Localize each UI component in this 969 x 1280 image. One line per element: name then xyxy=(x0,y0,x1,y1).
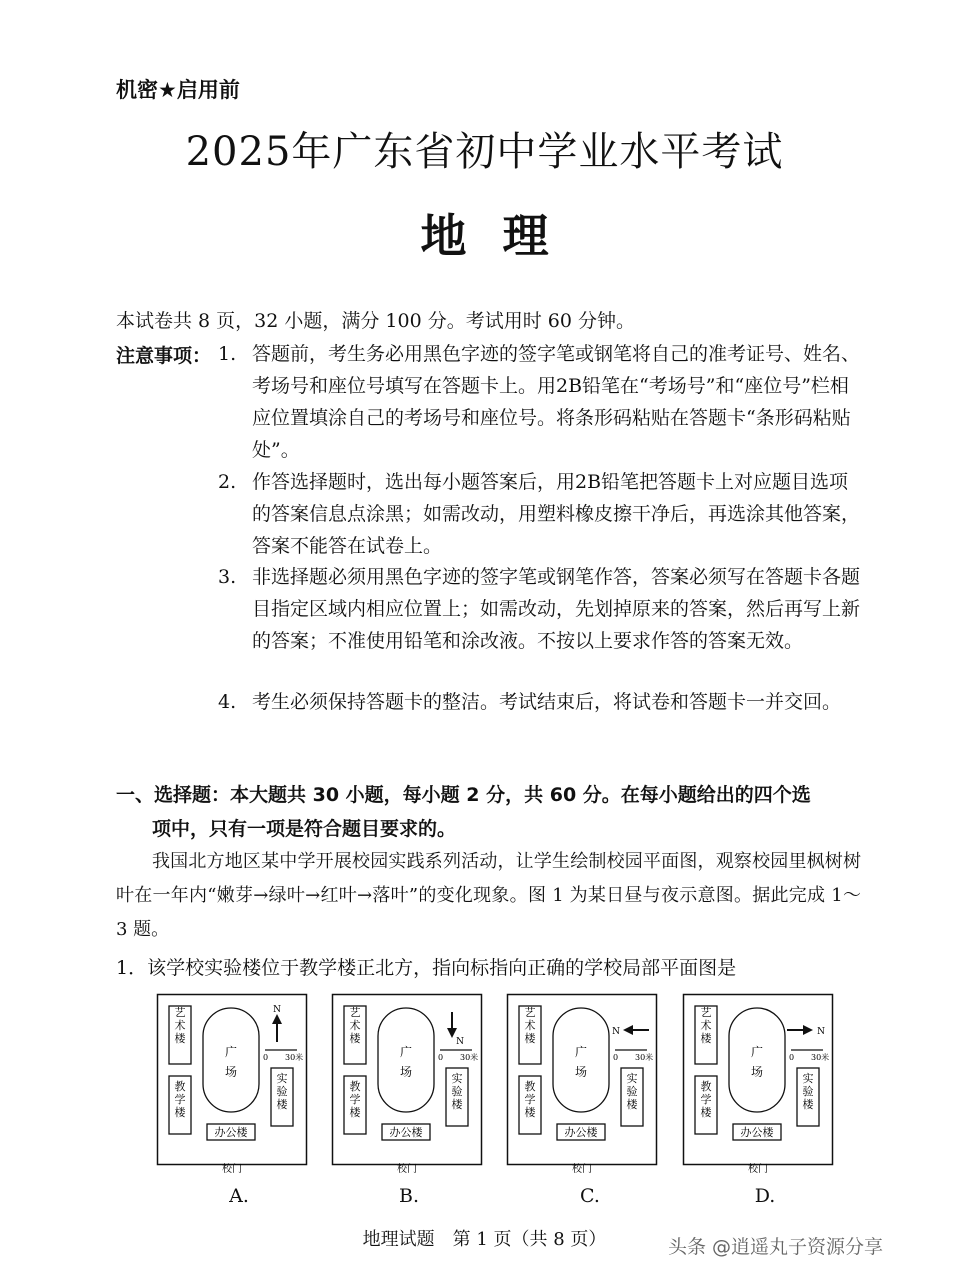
notice-item-text: 非选择题必须用黑色字迹的签字笔或钢笔作答，答案必须写在答题卡各题目指定区域内相应位置上；如需改动，先划掉原来的答案，然后再写上新的答案；不准使用铅笔和涂改液。不按以上要求作答的答案无效。 xyxy=(252,566,861,652)
office-building-label: 办公楼 xyxy=(389,1126,423,1139)
notice-item-number: 2. xyxy=(218,471,237,493)
page-footer: 地理试题 第 1 页（共 8 页） xyxy=(362,1229,607,1250)
option-label-b: B. xyxy=(398,1185,419,1207)
watermark: 头条 @逍遥丸子资源分享 xyxy=(668,1236,884,1258)
scale-zero: 0 xyxy=(263,1053,269,1062)
campus-map xyxy=(332,994,482,1175)
notice-item xyxy=(218,686,868,752)
notice-item-number: 4. xyxy=(218,691,237,713)
lab-building-label: 实验楼 xyxy=(276,1072,288,1111)
confidential-mark: 机密★启用前 xyxy=(116,78,240,102)
square-label-2: 场 xyxy=(750,1065,764,1079)
teaching-building-label: 教学楼 xyxy=(349,1080,361,1119)
option-label-c: C. xyxy=(580,1185,600,1207)
north-label: N xyxy=(817,1027,825,1037)
notice-item-number: 1. xyxy=(218,343,237,365)
art-building-label: 艺术楼 xyxy=(700,1006,712,1045)
gate-label: 校门 xyxy=(748,1164,768,1175)
lab-building-label: 实验楼 xyxy=(626,1072,638,1111)
scale-end: 30米 xyxy=(285,1053,304,1062)
campus-map xyxy=(507,994,657,1175)
notice-label: 注意事项： xyxy=(116,345,212,367)
square-label-1: 广 xyxy=(399,1045,413,1059)
scale-end: 30米 xyxy=(811,1053,830,1062)
square-label-1: 广 xyxy=(750,1045,764,1059)
question-passage: 我国北方地区某中学开展校园实践系列活动，让学生绘制校园平面图，观察校园里枫树树叶在一年内“嫩芽→绿叶→红叶→落叶”的变化现象。图 1 为某日昼与夜示意图。据此完成 1～3 题。 xyxy=(116,851,861,940)
option-label-a: A. xyxy=(229,1185,249,1207)
lab-building-label: 实验楼 xyxy=(802,1072,814,1111)
campus-map-option-d xyxy=(683,994,833,1175)
notice-item xyxy=(218,466,868,564)
notice-item xyxy=(218,338,868,468)
lab-building-label: 实验楼 xyxy=(451,1072,463,1111)
section-heading-line: 一、选择题：本大题共 30 小题，每小题 2 分，共 60 分。在每小题给出的四个选 xyxy=(116,784,811,806)
notice-item xyxy=(218,561,868,691)
campus-map-option-a xyxy=(157,994,307,1175)
teaching-building-label: 教学楼 xyxy=(174,1080,186,1119)
office-building-label: 办公楼 xyxy=(214,1126,248,1139)
notice-item-text: 作答选择题时，选出每小题答案后，用2B铅笔把答题卡上对应题目选项的答案信息点涂黑；如需改动，用塑料橡皮擦干净后，再选涂其他答案，答案不能答在试卷上。 xyxy=(252,471,861,557)
north-arrow-down xyxy=(447,1012,464,1047)
art-building-label: 艺术楼 xyxy=(524,1006,536,1045)
notice-item-text: 答题前，考生务必用黑色字迹的签字笔或钢笔将自己的准考证号、姓名、考场号和座位号填写在答题卡上。用2B铅笔在“考场号”和“座位号”栏相应位置填涂自己的考场号和座位号。将条形码粘贴在答题卡“条形码粘贴处”。 xyxy=(252,343,861,461)
square-label-2: 场 xyxy=(399,1065,413,1079)
teaching-building-label: 教学楼 xyxy=(700,1080,712,1119)
scale-end: 30米 xyxy=(635,1053,654,1062)
section-heading xyxy=(116,778,861,846)
campus-map-option-c xyxy=(507,994,657,1175)
campus-map-option-b xyxy=(332,994,482,1175)
option-label-d: D. xyxy=(754,1185,776,1207)
scale-zero: 0 xyxy=(438,1053,444,1062)
office-building-label: 办公楼 xyxy=(564,1126,598,1139)
scale-zero: 0 xyxy=(789,1053,795,1062)
north-arrow-right xyxy=(787,1025,825,1037)
square-label-2: 场 xyxy=(224,1065,238,1079)
campus-map xyxy=(157,994,307,1175)
scale-zero: 0 xyxy=(613,1053,619,1062)
square-label-1: 广 xyxy=(224,1045,238,1059)
art-building-label: 艺术楼 xyxy=(349,1006,361,1045)
north-arrow-up xyxy=(272,1005,282,1042)
north-label: N xyxy=(612,1027,620,1037)
question-stem: 1．该学校实验楼位于教学楼正北方，指向标指向正确的学校局部平面图是 xyxy=(116,957,737,979)
exam-intro: 本试卷共 8 页，32 小题，满分 100 分。考试用时 60 分钟。 xyxy=(116,310,635,332)
teaching-building-label: 教学楼 xyxy=(524,1080,536,1119)
scale-end: 30米 xyxy=(460,1053,479,1062)
square-label-2: 场 xyxy=(574,1065,588,1079)
gate-label: 校门 xyxy=(572,1164,592,1175)
art-building-label: 艺术楼 xyxy=(174,1006,186,1045)
gate-label: 校门 xyxy=(222,1164,242,1175)
office-building-label: 办公楼 xyxy=(740,1126,774,1139)
north-label: N xyxy=(273,1005,281,1015)
north-arrow-left xyxy=(612,1025,649,1037)
notice-item-number: 3. xyxy=(218,566,237,588)
section-heading-line: 项中，只有一项是符合题目要求的。 xyxy=(152,818,457,840)
gate-label: 校门 xyxy=(397,1164,417,1175)
north-label: N xyxy=(456,1037,464,1047)
exam-title: 2025年广东省初中学业水平考试 xyxy=(185,129,784,175)
campus-map xyxy=(683,994,833,1175)
subject-title: 地理 xyxy=(420,209,585,263)
notice-item-text: 考生必须保持答题卡的整洁。考试结束后，将试卷和答题卡一并交回。 xyxy=(252,691,842,713)
square-label-1: 广 xyxy=(574,1045,588,1059)
